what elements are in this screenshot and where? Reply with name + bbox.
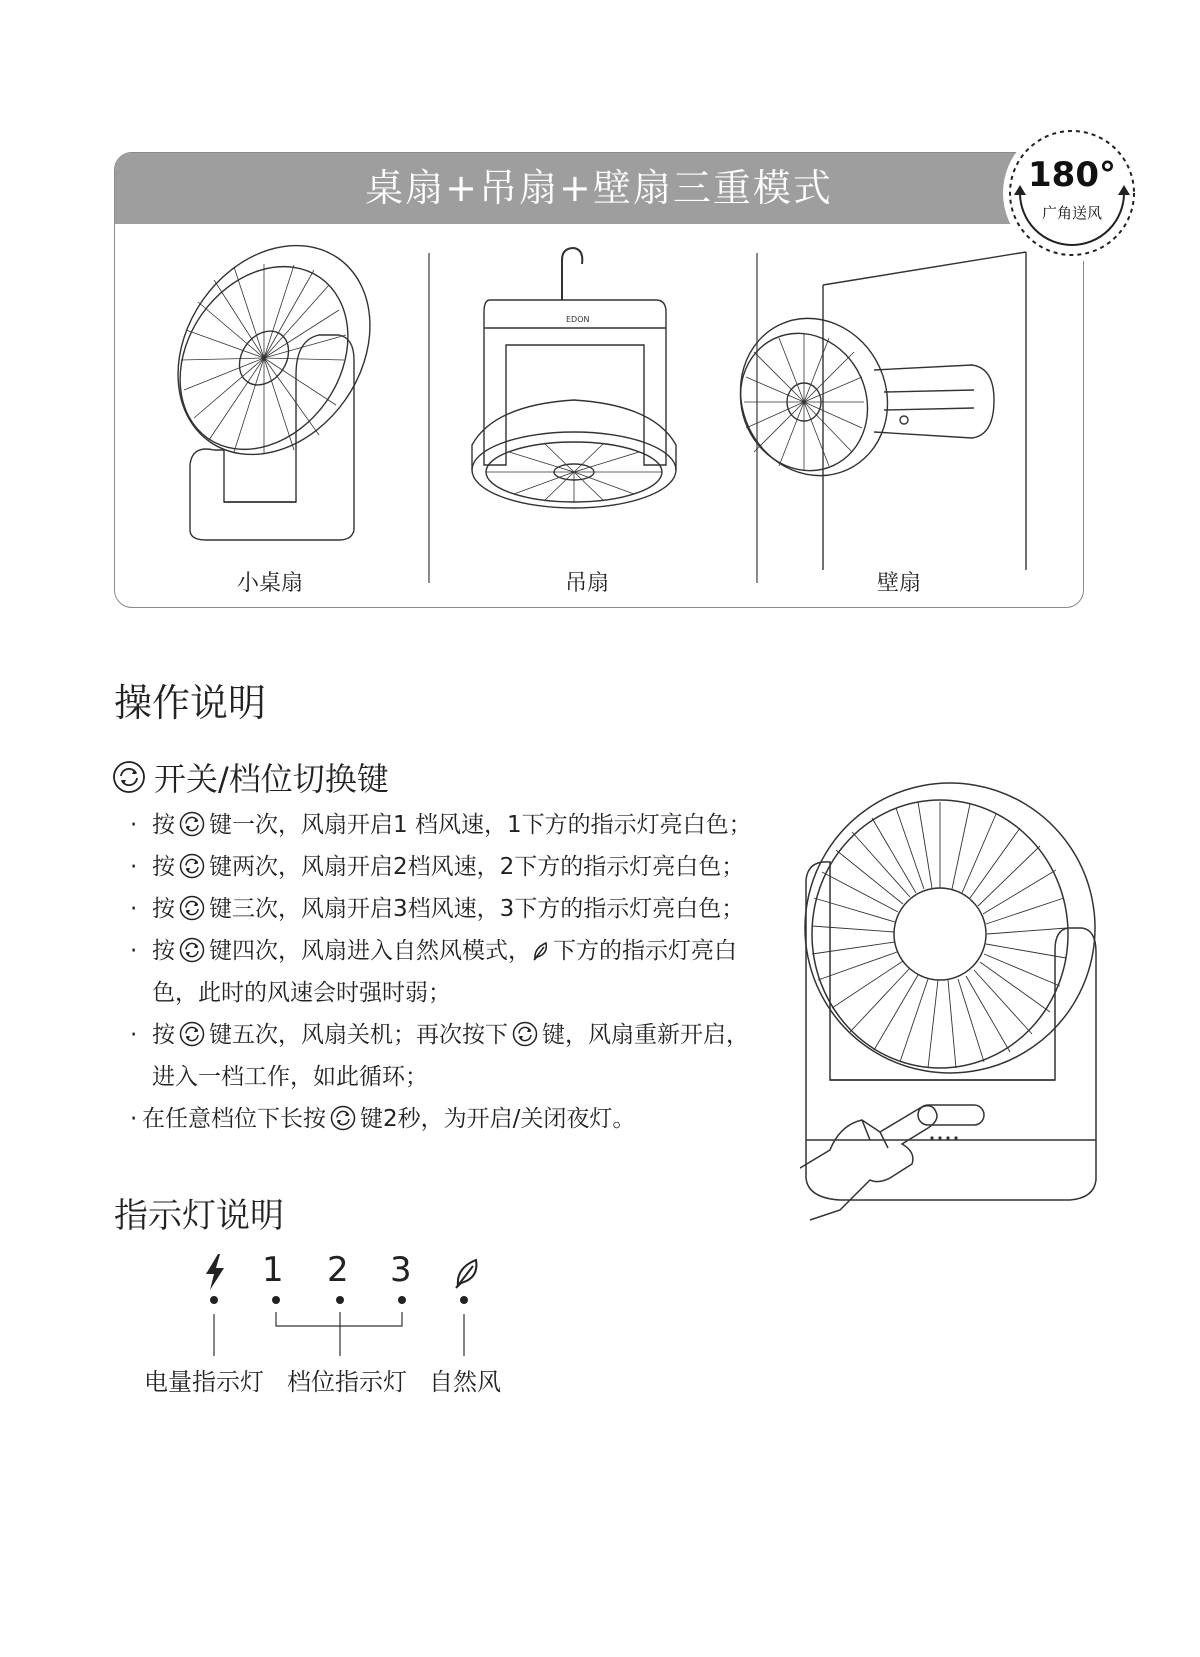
mode-title: 桌扇+吊扇+壁扇三重模式 [365,166,833,210]
mode-label-hanging: 吊扇 [565,571,610,596]
bullet-item: · 按 键四次，风扇进入自然风模式， 下方的指示灯亮白 色，此时的风速会时强时弱； [130,938,737,1006]
bullet-item: · 按 键两次，风扇开启2档风速，2下方的指示灯亮白色； [130,854,745,880]
badge-angle: 180° [1028,155,1116,195]
bullet-item: · 按 键三次，风扇开启3档风速，3下方的指示灯亮白色； [130,896,745,922]
indicator-title: 指示灯说明 [114,1196,284,1236]
bullet-text: 在任意档位下长按 [142,1106,326,1132]
power-key-heading [112,754,389,800]
gear-number-1: 1 [262,1250,284,1290]
battery-indicator-label: 电量指示灯 [144,1368,264,1396]
gear-number-3: 3 [390,1250,412,1290]
wide-angle-badge [1004,125,1140,261]
bullet-text: 色，此时的风速会时强时弱； [152,980,451,1006]
power-cycle-icon [179,811,205,837]
bullet-text: 键，风扇重新开启， [542,1022,749,1048]
mode-illustrations [114,240,1084,570]
bullet-text: 按 [152,896,175,922]
bullet-text: 按 [152,1022,175,1048]
bullet-item: · 按 键五次，风扇关机；再次按下 键，风扇重新开启， 进入一档工作，如此循环； [130,1022,749,1090]
bullet-item: · 按 键一次，风扇开启1 档风速，1下方的指示灯亮白色； [130,812,752,838]
gear-number-2: 2 [327,1250,349,1290]
bullet-text: 键五次，风扇关机；再次按下 [209,1022,508,1048]
bullet-item: · 在任意档位下长按 键2秒，为开启/关闭夜灯。 [130,1106,636,1132]
bullet-text: 键两次，风扇开启2档风速，2下方的指示灯亮白色； [209,854,745,880]
bullet-text: 键一次，风扇开启1 档风速，1下方的指示灯亮白色； [209,812,752,838]
gear-indicator-label: 档位指示灯 [287,1368,407,1396]
bullet-text: 下方的指示灯亮白 [553,938,737,964]
fan-operation-illustration [800,780,1100,1230]
power-cycle-icon [330,1105,356,1131]
lightning-icon [196,1248,236,1298]
bullet-text: 按 [152,812,175,838]
power-cycle-icon [512,1021,538,1047]
power-cycle-icon [179,937,205,963]
indicator-connectors [196,1292,496,1362]
power-key-title: 开关/档位切换键 [154,760,389,798]
badge-caption: 广角送风 [1041,204,1102,222]
mode-label-wall: 壁扇 [877,571,922,596]
hanging-fan-illustration [472,248,676,508]
bullet-text: 键2秒，为开启/关闭夜灯。 [360,1106,636,1132]
desk-fan-illustration [138,240,409,540]
power-cycle-icon [112,760,146,794]
power-cycle-icon [179,1021,205,1047]
bullet-text: 键三次，风扇开启3档风速，3下方的指示灯亮白色； [209,896,745,922]
bullet-text: 进入一档工作，如此循环； [152,1064,428,1090]
mode-label-desk: 小桌扇 [237,571,304,596]
bullet-text: 按 [152,854,175,880]
power-cycle-icon [179,853,205,879]
bullet-text: 按 [152,938,175,964]
wall-fan-illustration [715,252,1026,570]
leaf-icon [452,1256,482,1292]
power-cycle-icon [179,895,205,921]
leaf-icon [531,940,551,962]
bullet-text: 键四次，风扇进入自然风模式， [209,938,531,964]
natural-wind-label: 自然风 [429,1368,501,1396]
operation-title: 操作说明 [114,681,267,725]
hook-brand-text: EDON [566,315,590,324]
